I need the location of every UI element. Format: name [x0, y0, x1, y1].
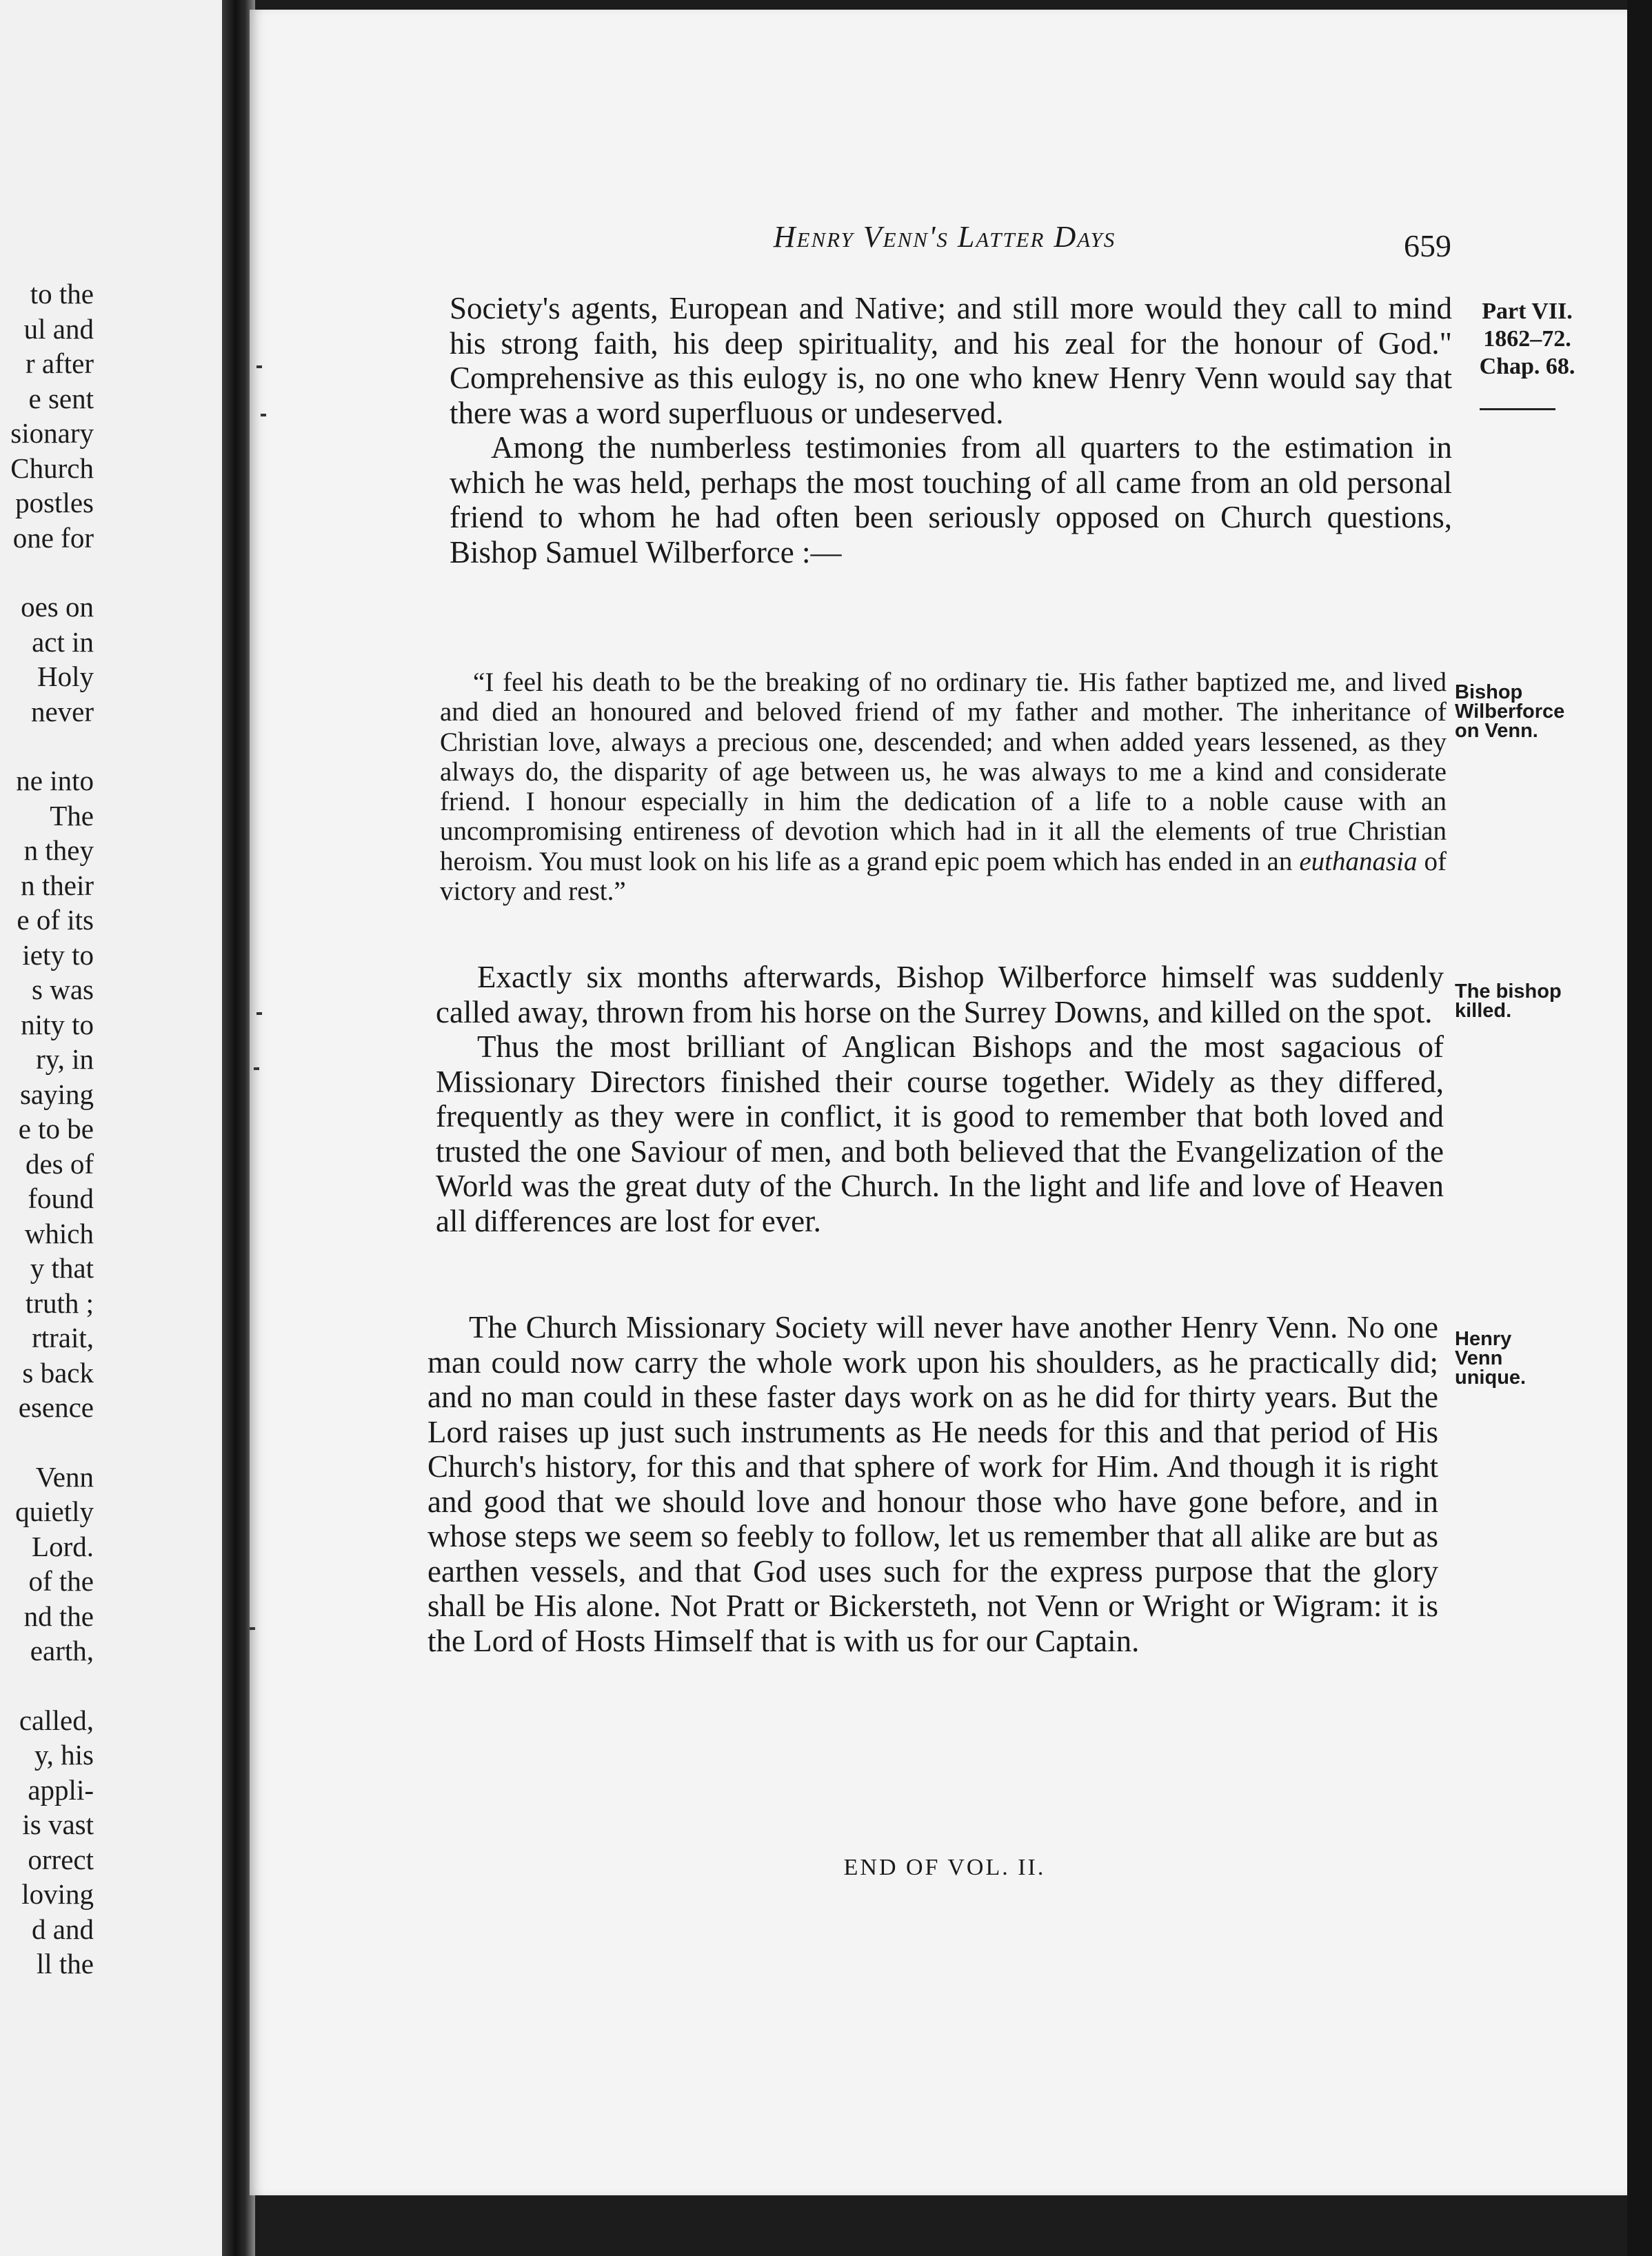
left-page-fragment: earth, — [30, 1635, 94, 1666]
left-page-fragment: esence — [18, 1391, 94, 1423]
left-page-fragment: is vast — [22, 1809, 94, 1840]
scan-speck — [254, 1067, 259, 1070]
left-page-fragment: Holy — [37, 661, 94, 692]
left-page-fragment: which — [24, 1217, 94, 1249]
left-page-fragment: The — [50, 799, 94, 832]
scan-border — [1627, 0, 1652, 2256]
margin-note-bishop-killed: The bishop killed. — [1455, 980, 1562, 1022]
left-page-fragment: called, — [19, 1704, 94, 1736]
left-page-fragment: y, his — [34, 1739, 94, 1771]
paragraph-six-months: Exactly six months afterwards, Bishop Wilberforce himself was suddenly called away, thrown from his horse on the Surrey Downs, and killed on the spot. — [436, 960, 1444, 1029]
left-page-fragment: act in — [32, 625, 94, 658]
left-page-fragment: nd the — [23, 1600, 94, 1632]
left-page-fragment: orrect — [28, 1843, 94, 1875]
paragraph-church-missionary-society: The Church Missionary Society will never have another Henry Venn. No one man could now carry the whole work upon his shoulders, as he practically did; and no man could in these faster days work on as he did for thirty years. But the Lord raises up just such instruments as He needs for this and that period of His Church's history, for this and that sphere of work for Him. And though it is right and good that we should love and honour those who have gone before, and in whose steps we seem so feebly to follow, let us remember that all alike are but as earthen vessels, and that God uses such for the express purpose that the glory shall be His alone. Not Pratt or Bickersteth, not Venn or Wright or Wigram: it is the Lord of Hosts Himself that is with us for our Captain. — [427, 1310, 1438, 1658]
left-page-fragment: iety to — [22, 938, 94, 971]
text-block-bottom — [427, 1310, 1438, 1658]
left-page-fragment: nity to — [21, 1008, 94, 1040]
left-page-fragment: n they — [23, 834, 94, 866]
scan-speck — [256, 1012, 262, 1015]
left-page-fragment: s back — [22, 1356, 94, 1389]
left-page-fragment: rtrait, — [32, 1322, 94, 1353]
left-page-fragment: Church — [10, 452, 94, 484]
left-page-fragment: e to be — [18, 1113, 94, 1145]
left-page-fragment: of the — [28, 1565, 94, 1597]
quotation-block — [440, 667, 1447, 906]
left-page-fragment: postles — [15, 487, 94, 518]
left-page-fragment: des of — [25, 1147, 94, 1180]
page-number: 659 — [1404, 228, 1451, 263]
left-page-fragment: loving — [21, 1878, 94, 1910]
left-page-fragment: quietly — [15, 1495, 94, 1527]
left-page-fragment: e of its — [17, 904, 94, 936]
paragraph-society-agents: Society's agents, European and Native; and still more would they call to mind his strong faith, his deep spirituality, and his zeal for the honour of God." Comprehensive as this eulogy is, no one who knew Henry Venn would say that there was a word superfluous or undeserved. — [450, 291, 1452, 430]
left-page-fragment: sionary — [10, 417, 94, 449]
margin-note-part-label: Part VII. — [1482, 299, 1573, 324]
left-page-fragment: e sent — [28, 382, 94, 414]
left-page — [0, 0, 222, 2256]
quotation-italic-word: euthanasia — [1299, 846, 1418, 876]
left-page-fragment: r after — [26, 348, 94, 379]
left-page-fragment: Venn — [35, 1460, 94, 1493]
left-page-fragment: saying — [19, 1078, 94, 1110]
end-of-volume: END OF VOL. II. — [843, 1855, 1046, 1880]
margin-note-chapter: Chap. 68. — [1479, 354, 1575, 379]
margin-rule — [1480, 408, 1555, 410]
left-page-fragment: y that — [30, 1252, 94, 1284]
margin-note-part — [1455, 298, 1600, 381]
left-page-fragment: found — [28, 1182, 94, 1214]
left-page-fragment: n their — [21, 869, 94, 901]
text-block-top — [450, 291, 1452, 570]
left-page-fragment: oes on — [21, 591, 94, 623]
running-head: Henry Venn's Latter Days — [773, 220, 1116, 254]
scan-speck — [256, 365, 262, 368]
left-page-fragment: Lord. — [32, 1530, 94, 1562]
left-page-fragment: one for — [12, 521, 94, 554]
margin-note-henry-venn-unique: Henry Venn unique. — [1455, 1328, 1527, 1389]
margin-note-wilberforce: Bishop Wilberforce on Venn. — [1455, 681, 1565, 742]
left-page-fragment: ry, in — [36, 1043, 94, 1075]
text-block-middle — [436, 960, 1444, 1238]
quotation-text: “I feel his death to be the breaking of no ordinary tie. His father baptized me, and lived and died an honoured and beloved friend of my father and mother. The inheritance of Christian love, always a precious one, descended; and when added years lessened, as they always do, the disparity of age between us, he was always to me a kind and considerate friend. I honour especially in him the dedication of a life to a noble cause with an uncompromising entireness of devotion which had in it all the elements of true Christian heroism. You must look on his life as a grand epic poem which has ended in an — [440, 667, 1447, 876]
wilberforce-quotation — [440, 667, 1447, 906]
left-page-fragment: s was — [32, 974, 94, 1005]
left-page-fragment: to the — [30, 278, 94, 310]
left-page-fragment: ne into — [16, 765, 94, 796]
paragraph-anglican-bishops: Thus the most brilliant of Anglican Bishops and the most sagacious of Missionary Directors finished their course together. Widely as they differed, frequently as they were in conflict, it is good to remember that both loved and trusted the one Saviour of men, and both believed that the Evangelization of the World was the great duty of the Church. In the light and life and love of Heaven all differences are lost for ever. — [436, 1029, 1444, 1238]
scan-speck — [261, 414, 266, 416]
quotation-ending: of victory and rest.” — [440, 846, 1447, 907]
left-page-fragment: truth ; — [25, 1287, 94, 1319]
paragraph-testimonies: Among the numberless testimonies from all quarters to the estimation in which he was held, perhaps the most touching of all came from an old personal friend to whom he had often been seriously opposed on Church questions, Bishop Samuel Wilberforce :— — [450, 430, 1452, 570]
left-page-fragment: d and — [32, 1913, 94, 1945]
left-page-fragment: ll the — [36, 1948, 94, 1980]
left-page-fragment: never — [30, 695, 94, 727]
margin-note-years: 1862–72. — [1483, 326, 1571, 352]
left-page-fragment: ul and — [23, 312, 94, 345]
left-page-fragment: appli- — [28, 1773, 94, 1806]
scan-speck — [250, 1627, 255, 1630]
